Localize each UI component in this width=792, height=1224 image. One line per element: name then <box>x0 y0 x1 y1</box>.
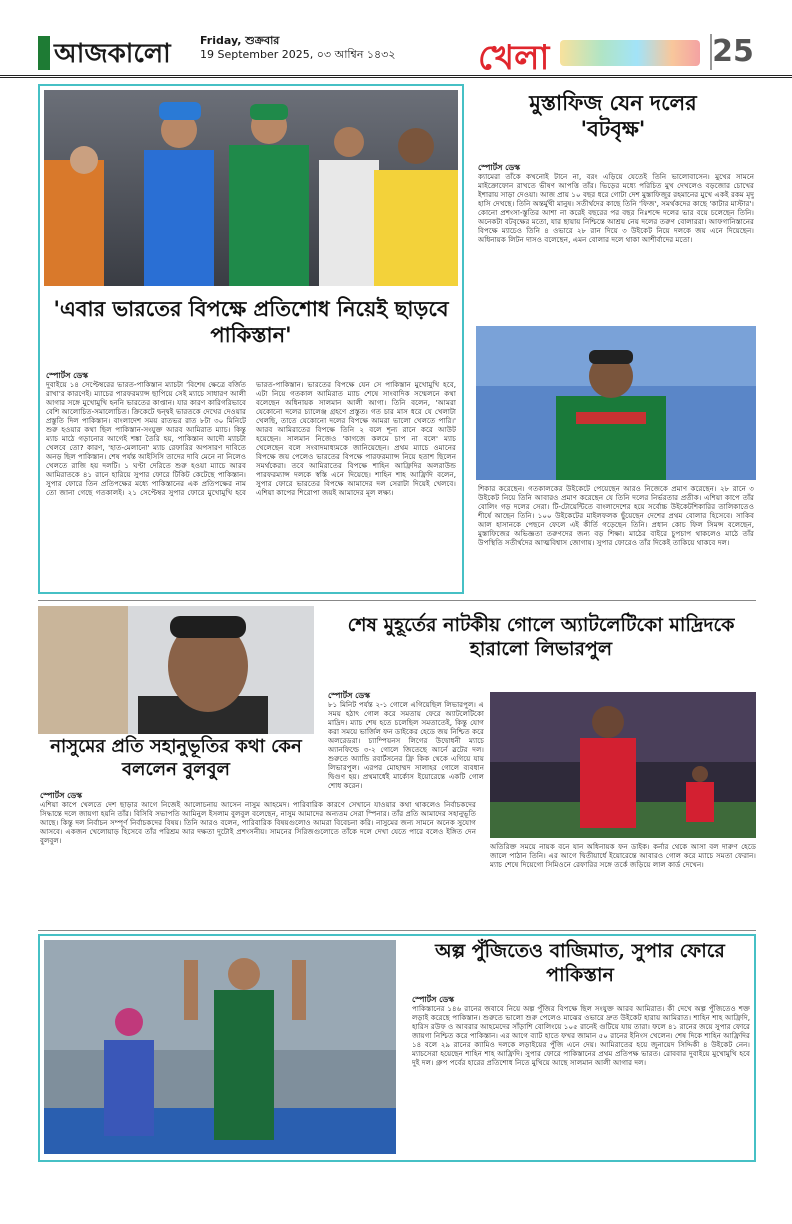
divider <box>38 930 756 931</box>
page-number: 25 <box>710 34 754 70</box>
logo-bar <box>38 36 50 70</box>
divider <box>38 600 756 601</box>
lead-headline: 'এবার ভারতের বিপক্ষে প্রতিশোধ নিয়েই ছাড়বে পাকিস্তান' <box>53 296 449 348</box>
masthead <box>0 0 792 78</box>
liverpool-photo <box>490 692 756 838</box>
newspaper-logo: আজকালো <box>54 39 171 69</box>
pakistan-photo <box>44 940 396 1154</box>
section-title: খেলা <box>478 38 550 78</box>
nasum-byline: স্পোর্টস ডেস্ক <box>40 791 83 800</box>
nasum-body: এশিয়া কাপে খেলতে দেশ ছাড়ার আগে নিজেই আলোচনায় আসেন নাসুম আহমেদ। পারিবারিক কারণে সেখানে যাওয়ার কথা থাকলেও নির্বাচকদের সিদ্ধান্তে দলে জায়গা হয়নি তাঁর। বিসিবি সভাপতি আমিনুল ইসলাম বুলবুল বলেছেন, নাসুম আমাদের অন্যতম সেরা স্পিনার। তাঁর প্রতি আমাদের সহানুভূতি আছে। কিন্তু দল নির্বাচন সম্পূর্ণ নির্বাচকদের বিষয়। তিনি আরও বলেন, পারিবারিক বিষয়গুলোও আমরা বিবেচনা করি। নাসুমের জন্য সামনে অনেক সুযোগ আসবে। একজন খেলোয়াড় হিসেবে তাঁর পরিশ্রম আর দক্ষতা দুটোই প্রশংসনীয়। সামনের সিরিজগুলোতে তাঁকে দলে দেখা যেতে পারে বলেও ইঙ্গিত দেন বুলবুল। <box>40 800 476 845</box>
issue-day: Friday, শুক্রবার <box>200 34 280 47</box>
liverpool-body: ৮১ মিনিট পর্যন্ত ২-১ গোলে এগিয়েছিল লিভারপুল। এ সময় হঠাৎ গোল করে সমতায় ফেরে অ্যাটলেটিকো মাদ্রিদ। ম্যাচ শেষ হতে চলেছিল সমতাতেই, কিন্তু যোগ করা সময়ে ভার্জিল ফন ডাইকের হেডে জয় নিশ্চিত করে অলরেডরা। চ্যাম্পিয়নস লিগের উদ্বোধনী ম্যাচে অ্যানফিল্ডে ৩-২ গোলে জিতেছে আর্নে স্লটের দল। শুরুতে অ্যান্ডি রবার্টসনের ফ্রি কিক থেকে এগিয়ে যায় লিভারপুল। এরপর মোহাম্মদ সালাহর গোলে ব্যবধান দ্বিগুণ হয়। প্রথমার্ধেই মার্কোস ইয়োরেন্তে একটি গোল শোধ করেন। <box>328 700 484 790</box>
mustafiz-headline: মুস্তাফিজ যেন দলের 'বটবৃক্ষ' <box>529 90 697 142</box>
pakistan-byline: স্পোর্টস ডেস্ক <box>412 995 455 1004</box>
nasum-headline: নাসুমের প্রতি সহানুভূতির কথা কেন বললেন বুলবুল <box>50 736 302 780</box>
liverpool-headline: শেষ মুহূর্তের নাটকীয় গোলে অ্যাটলেটিকো মাদ্রিদকে হারালো লিভারপুল <box>347 614 735 660</box>
mustafiz-body-top: ক্যামেরা তাঁকে কখনোই টানে না, বরং এড়িয়ে যেতেই তিনি ভালোবাসেন। মুখের সামনে মাইক্রোফোন রাখতে ভীষণ আপত্তি তাঁর। ভিড়ের মধ্যে পরিচিত মুখ দেখলেও বড়জোর চোখের ইশারায় সাড়া দেওয়া। আজ প্রায় ১০ বছর ধরে গোটা দেশ মুস্তাফিজুর রহমানের মুখে একই রকম মৃদু হাসি দেখছে। তিনি অন্তর্মুখী মানুষ। সতীর্থদের কাছে তিনি 'ফিজ', সমর্থকদের কাছে 'কাটার মাস্টার'। কোনো প্রশংসা-স্তুতির আশা না করেই বছরের পর বছর নিঃশব্দে দলের ভার বয়ে চলেছেন তিনি। অনেকটা বটবৃক্ষের মতো, যার ছায়ায় নিশ্চিন্তে আশ্রয় নেয় দলের তরুণ বোলাররা। আফগানিস্তানের বিপক্ষে ম্যাচেও তিনি ৪ ওভারে ২৮ রান দিয়ে ৩ উইকেট নিয়ে দলকে জয় এনে দিয়েছেন। অধিনায়ক লিটন দাসও বলেছেন, এমন বোলার দলে থাকা আশীর্বাদের মতো। <box>478 172 754 244</box>
mustafiz-body-bottom: শিকার করেছেন। গতকালকের উইকেটে পেয়েছেন আরও নিজেকে প্রমাণ করেছেন। ২৮ রানে ৩ উইকেট নিয়ে তিনি আবারও প্রমাণ করেছেন যে তিনি দলের নির্ভরতার প্রতীক। এশিয়া কাপে তাঁর বোলিং গড় দলের সেরা। টি-টোয়েন্টিতে বাংলাদেশের হয়ে সর্বোচ্চ উইকেটশিকারির তালিকাতেও শীর্ষে আছেন তিনি। ১০০ উইকেটের মাইলফলক ছুঁয়েছেন দেশের প্রথম বোলার হিসেবে। সাকিব আল হাসানকে পেছনে ফেলে এই কীর্তি গড়েছেন তিনি। প্রধান কোচ ফিল সিমন্স বলেছেন, মুস্তাফিজের অভিজ্ঞতা তরুণদের জন্য বড় শিক্ষা। মাঠের বাইরে চুপচাপ থাকলেও মাঠে তাঁর উপস্থিতি সতীর্থদের আত্মবিশ্বাস জোগায়। সুপার ফোরেও তাঁর দিকেই তাকিয়ে থাকবে দল। <box>478 484 754 547</box>
lead-body: দুবাইয়ে ১৪ সেপ্টেম্বরের ভারত-পাকিস্তান ম্যাচটা 'বিশেষ ক্ষেত্রে বর্জিত রাখা'র কারণেই। ম্যাচের পারফরম্যান্স ছাপিয়ে সেই ম্যাচে সাধারণ আলী আগার সঙ্গে মুখোমুখি হননি ভারতের কাপ্তান। যার কারণ কারিগরিভাবে বেশি আলোচিত-সমালোচিত। ক্রিকেটে দ্বন্দ্বই ভারতকে দেখের দেওয়ার প্রস্তুতি দিল পাকিস্তান। বাংলাদেশ সময় রাতভর রাত ৮টা ৩০ মিনিটে শুরু হওয়ার কথা ছিল পাকিস্তান-সংযুক্ত আরব আমিরাত ম্যাচ। কিন্তু ম্যাচ মাঠে গড়ানোর আগেই শঙ্কা তৈরি হয়, পাকিস্তান আদৌ ম্যাচটা খেলবে তো? কারণ, 'হাত-মেলানো' ম্যাচ রেফারির অপসারণ দাবিতে অনড় ছিল পাকিস্তান। শেষ পর্যন্ত আইসিসি তাদের দাবি মেনে না নিলেও খেলতে রাজি হয় দলটি। ১ ঘণ্টা দেরিতে শুরু হওয়া ম্যাচে আরব আমিরাতকে ৪১ রানে হারিয়ে সুপার ফোরে টিকিট কেটেছে পাকিস্তান। সুপার ফোরে তিন প্রতিপক্ষের মধ্যে পাকিস্তানের এক প্রতিপক্ষের নাম তো জানা গেছে গতকালই। ২১ সেপ্টেম্বর সুপার ফোরে মুখোমুখি হবে ভারত-পাকিস্তান। ভারতের বিপক্ষে যেন সে পাকিস্তান মুখোমুখি হবে, এটা নিয়ে গতকাল আমিরাত ম্যাচ শেষে সাংবাদিক সম্মেলনে কথা বলেছেন অধিনায়ক সালমান আলী আগা। তিনি বলেন, 'আমরা যেকোনো দলের চ্যালেঞ্জ গ্রহণে প্রস্তুত। গত চার মাস ধরে যে খেলাটা খেলছি, তাতে যেকোনো দলের বিপক্ষে আমরা ভালো খেলতে পারি।' আরব আমিরাতের বিপক্ষে তিনি ২ বলে শূন্য রানে করে আউট হয়েছেন। সালমান নিজেও 'কাগজে কলমে চাপ না বলে' ম্যাচ খেলেছেন বলে সংবাদমাধ্যমকে জানিয়েছেন। প্রথম ম্যাচে ওমানের বিপক্ষে জয় পেলেও ভারতের বিপক্ষে পারফরম্যান্স নিয়ে হতাশ ছিলেন সমর্থকেরা। তবে আমিরাতের বিপক্ষে শাহিন আফ্রিদির অলরাউন্ড পারফরম্যান্স দলকে স্বস্তি এনে দিয়েছে। শাহিন শাহ আফ্রিদি বলেন, সুপার ফোরে ভারতের বিপক্ষে আমাদের দল সেরাটা দিয়েই খেলবে। এশিয়া কাপের শিরোপা জয়ই আমাদের মূল লক্ষ্য। <box>46 380 456 497</box>
pakistan-body: পাকিস্তানের ১৪৬ রানের জবাবে নিয়ে অল্প পুঁজির বিপক্ষে ছিল সংযুক্ত আরব আমিরাত। কী দেখে অল্প পুঁজিতেও শক্ত লড়াই করেছে পাকিস্তান। শুরুতে ভালো শুরু পেলেও মাঝের ওভারে দ্রুত উইকেট হারায় আমিরাত। শাহিন শাহ আফ্রিদি, হারিস রউফ ও আবরার আহমেদের সাঁড়াশি বোলিংয়ে ১০৫ রানেই গুটিয়ে যায় তারা। ফলে ৪১ রানের জয়ে সুপার ফোরে জায়গা নিশ্চিত করে পাকিস্তান। এর আগে ব্যাট হাতে ফখর জামান ৫০ রানের ইনিংস খেলেন। শেষ দিকে শাহিন আফ্রিদির ১৪ বলে ২৯ রানের ক্যামিও দলকে লড়াইয়ের পুঁজি এনে দেয়। আমিরাতের হয়ে জুনায়েদ সিদ্দিকী ৪ উইকেট নেন। ম্যাচসেরা হয়েছেন শাহিন শাহ আফ্রিদি। সুপার ফোরে পাকিস্তানের প্রথম প্রতিপক্ষ ভারত। রোববার দুবাইয়ে মুখোমুখি হবে দুই দল। গ্রুপ পর্বের হারের প্রতিশোধ নিতে মুখিয়ে আছে সালমান আলী আগার দল। <box>412 1004 750 1067</box>
lead-photo <box>44 90 458 286</box>
liverpool-byline: স্পোর্টস ডেস্ক <box>328 691 371 700</box>
mustafiz-photo <box>476 326 756 480</box>
section-banner-graphic <box>560 40 700 66</box>
nasum-photo <box>38 606 314 734</box>
liverpool-body-bottom: অতিরিক্ত সময়ে নায়ক বনে যান অধিনায়ক ফন ডাইক। কর্নার থেকে আসা বল দারুণ হেডে জালে পাঠান তিনি। এর আগে দ্বিতীয়ার্ধে ইয়োরেন্তে আবারও গোল করে ম্যাচে সমতা ফেরান। ম্যাচ শেষে দিয়েগো সিমিওনে রেফারির সঙ্গে তর্কে জড়িয়ে লাল কার্ড দেখেন। <box>490 842 756 869</box>
issue-date: 19 September 2025, ০৩ আশ্বিন ১৪৩২ <box>200 48 396 61</box>
lead-byline: স্পোর্টস ডেস্ক <box>46 371 89 380</box>
issue-info <box>200 34 395 62</box>
pakistan-headline: অল্প পুঁজিতেও বাজিমাত, সুপার ফোরে পাকিস্তান <box>435 940 725 986</box>
mustafiz-byline: স্পোর্টস ডেস্ক <box>478 163 521 172</box>
